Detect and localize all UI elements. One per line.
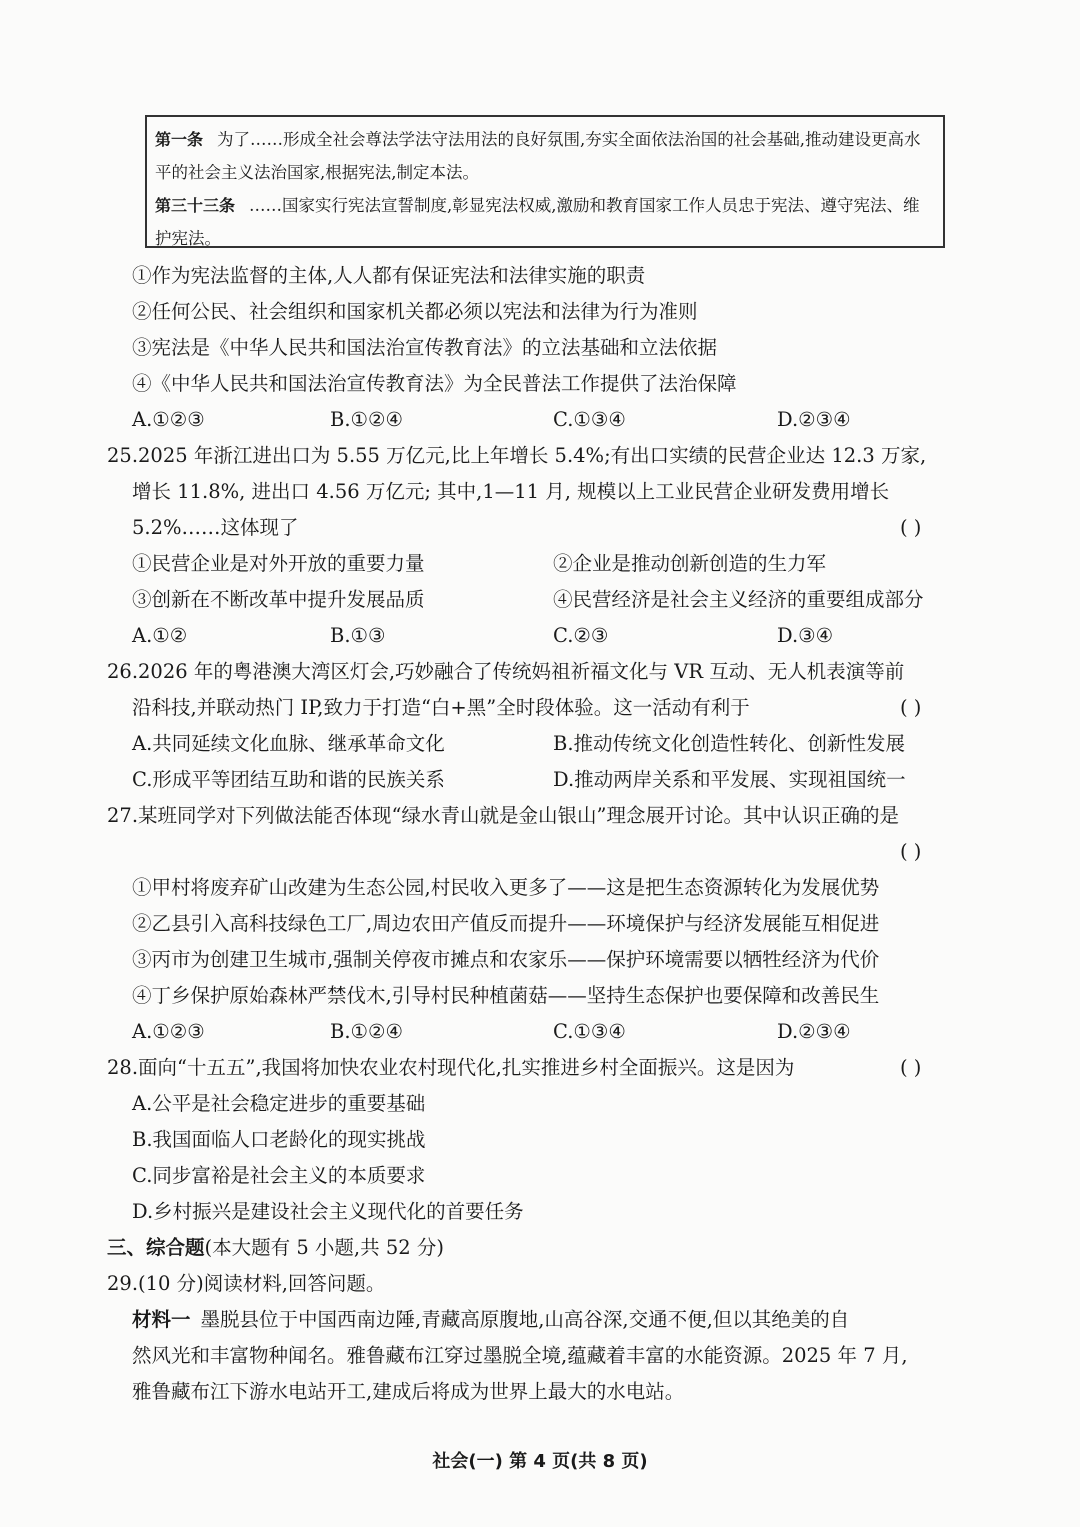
q25-statement-3: ③创新在不断改革中提升发展品质 xyxy=(132,588,425,611)
law-excerpt-box xyxy=(145,115,945,248)
q26-stem-line-2: 沿科技,并联动热门 IP,致力于打造“白+黑”全时段体验。这一活动有利于 xyxy=(132,696,750,719)
q26-option-c[interactable]: C.形成平等团结互助和谐的民族关系 xyxy=(132,768,445,791)
q26-option-a[interactable]: A.共同延续文化血脉、继承革命文化 xyxy=(132,732,445,755)
q27-option-c[interactable]: C.①③④ xyxy=(553,1020,626,1043)
q29-stem: 29.(10 分)阅读材料,回答问题。 xyxy=(107,1272,386,1295)
q28-option-a[interactable]: A.公平是社会稳定进步的重要基础 xyxy=(132,1092,426,1115)
q27-statement-2: ②乙县引入高科技绿色工厂,周边农田产值反而提升——环境保护与经济发展能互相促进 xyxy=(132,912,880,935)
q28-option-d[interactable]: D.乡村振兴是建设社会主义现代化的首要任务 xyxy=(132,1200,524,1223)
q29-material-line-3: 雅鲁藏布江下游水电站开工,建成后将成为世界上最大的水电站。 xyxy=(132,1380,685,1403)
q27-option-a[interactable]: A.①②③ xyxy=(132,1020,205,1043)
q27-option-b[interactable]: B.①②④ xyxy=(330,1020,403,1043)
q25-stem-line-2: 增长 11.8%, 进出口 4.56 万亿元; 其中,1—11 月, 规模以上工业民营企业研发费用增长 xyxy=(132,480,890,503)
material-1-label: 材料一 xyxy=(132,1308,191,1331)
q26-option-b[interactable]: B.推动传统文化创造性转化、创新性发展 xyxy=(553,732,906,755)
q25-option-d[interactable]: D.③④ xyxy=(777,624,834,647)
section-3-title: 三、综合题 xyxy=(107,1236,205,1259)
article-1-title: 第一条 xyxy=(155,130,204,149)
article-33-title: 第三十三条 xyxy=(155,196,236,215)
section-3-heading xyxy=(107,1235,444,1261)
page-footer: 社会(一) 第 4 页(共 8 页) xyxy=(432,1451,648,1472)
q24-option-b[interactable]: B.①②④ xyxy=(330,408,403,431)
article-33 xyxy=(155,189,935,255)
article-33-text: ……国家实行宪法宣誓制度,彰显宪法权威,激励和教育国家工作人员忠于宪法、遵守宪法、维护宪法。 xyxy=(155,196,920,248)
q28-option-c[interactable]: C.同步富裕是社会主义的本质要求 xyxy=(132,1164,426,1187)
article-1 xyxy=(155,123,935,189)
q27-stem: 27.某班同学对下列做法能否体现“绿水青山就是金山银山”理念展开讨论。其中认识正确的是 xyxy=(107,804,899,827)
q25-option-a[interactable]: A.①② xyxy=(132,624,188,647)
q26-stem-line-1: 26.2026 年的粤港澳大湾区灯会,巧妙融合了传统妈祖祈福文化与 VR 互动、无人机表演等前 xyxy=(107,660,905,683)
q27-statement-3: ③丙市为创建卫生城市,强制关停夜市摊点和农家乐——保护环境需要以牺牲经济为代价 xyxy=(132,948,880,971)
q26-option-d[interactable]: D.推动两岸关系和平发展、实现祖国统一 xyxy=(553,768,906,791)
q24-option-d[interactable]: D.②③④ xyxy=(777,408,851,431)
q24-option-a[interactable]: A.①②③ xyxy=(132,408,205,431)
q24-statement-3: ③宪法是《中华人民共和国法治宣传教育法》的立法基础和立法依据 xyxy=(132,336,718,359)
q24-statement-1: ①作为宪法监督的主体,人人都有保证宪法和法律实施的职责 xyxy=(132,264,646,287)
article-1-text: 为了……形成全社会尊法学法守法用法的良好氛围,夯实全面依法治国的社会基础,推动建设更高水平的社会主义法治国家,根据宪法,制定本法。 xyxy=(155,130,921,182)
section-3-subtitle: (本大题有 5 小题,共 52 分) xyxy=(204,1236,444,1259)
q25-statement-2: ②企业是推动创新创造的生力军 xyxy=(553,552,827,575)
q27-statement-1: ①甲村将废弃矿山改建为生态公园,村民收入更多了——这是把生态资源转化为发展优势 xyxy=(132,876,880,899)
q29-material-line-2: 然风光和丰富物种闻名。雅鲁藏布江穿过墨脱全境,蕴藏着丰富的水能资源。2025 年 7 月, xyxy=(132,1344,908,1367)
q27-option-d[interactable]: D.②③④ xyxy=(777,1020,851,1043)
q24-statement-2: ②任何公民、社会组织和国家机关都必须以宪法和法律为行为准则 xyxy=(132,300,698,323)
q27-statement-4: ④丁乡保护原始森林严禁伐木,引导村民种植菌菇——坚持生态保护也要保障和改善民生 xyxy=(132,984,880,1007)
q24-option-c[interactable]: C.①③④ xyxy=(553,408,626,431)
q28-option-b[interactable]: B.我国面临人口老龄化的现实挑战 xyxy=(132,1128,426,1151)
q26-answer-blank[interactable]: ( ) xyxy=(900,696,922,719)
q25-answer-blank[interactable]: ( ) xyxy=(900,516,922,539)
q25-statement-4: ④民营经济是社会主义经济的重要组成部分 xyxy=(553,588,924,611)
q24-statement-4: ④《中华人民共和国法治宣传教育法》为全民普法工作提供了法治保障 xyxy=(132,372,737,395)
material-1-text-1: 墨脱县位于中国西南边陲,青藏高原腹地,山高谷深,交通不便,但以其绝美的自 xyxy=(200,1308,850,1331)
q29-material-line-1 xyxy=(132,1307,849,1333)
q28-answer-blank[interactable]: ( ) xyxy=(900,1056,922,1079)
q25-stem-line-1: 25.2025 年浙江进出口为 5.55 万亿元,比上年增长 5.4%;有出口实绩的民营企业达 12.3 万家, xyxy=(107,444,927,467)
q25-stem-line-3: 5.2%……这体现了 xyxy=(132,516,299,539)
q25-statement-1: ①民营企业是对外开放的重要力量 xyxy=(132,552,425,575)
q25-option-b[interactable]: B.①③ xyxy=(330,624,386,647)
q28-stem: 28.面向“十五五”,我国将加快农业农村现代化,扎实推进乡村全面振兴。这是因为 xyxy=(107,1056,795,1079)
q25-option-c[interactable]: C.②③ xyxy=(553,624,609,647)
q27-answer-blank[interactable]: ( ) xyxy=(900,840,922,863)
